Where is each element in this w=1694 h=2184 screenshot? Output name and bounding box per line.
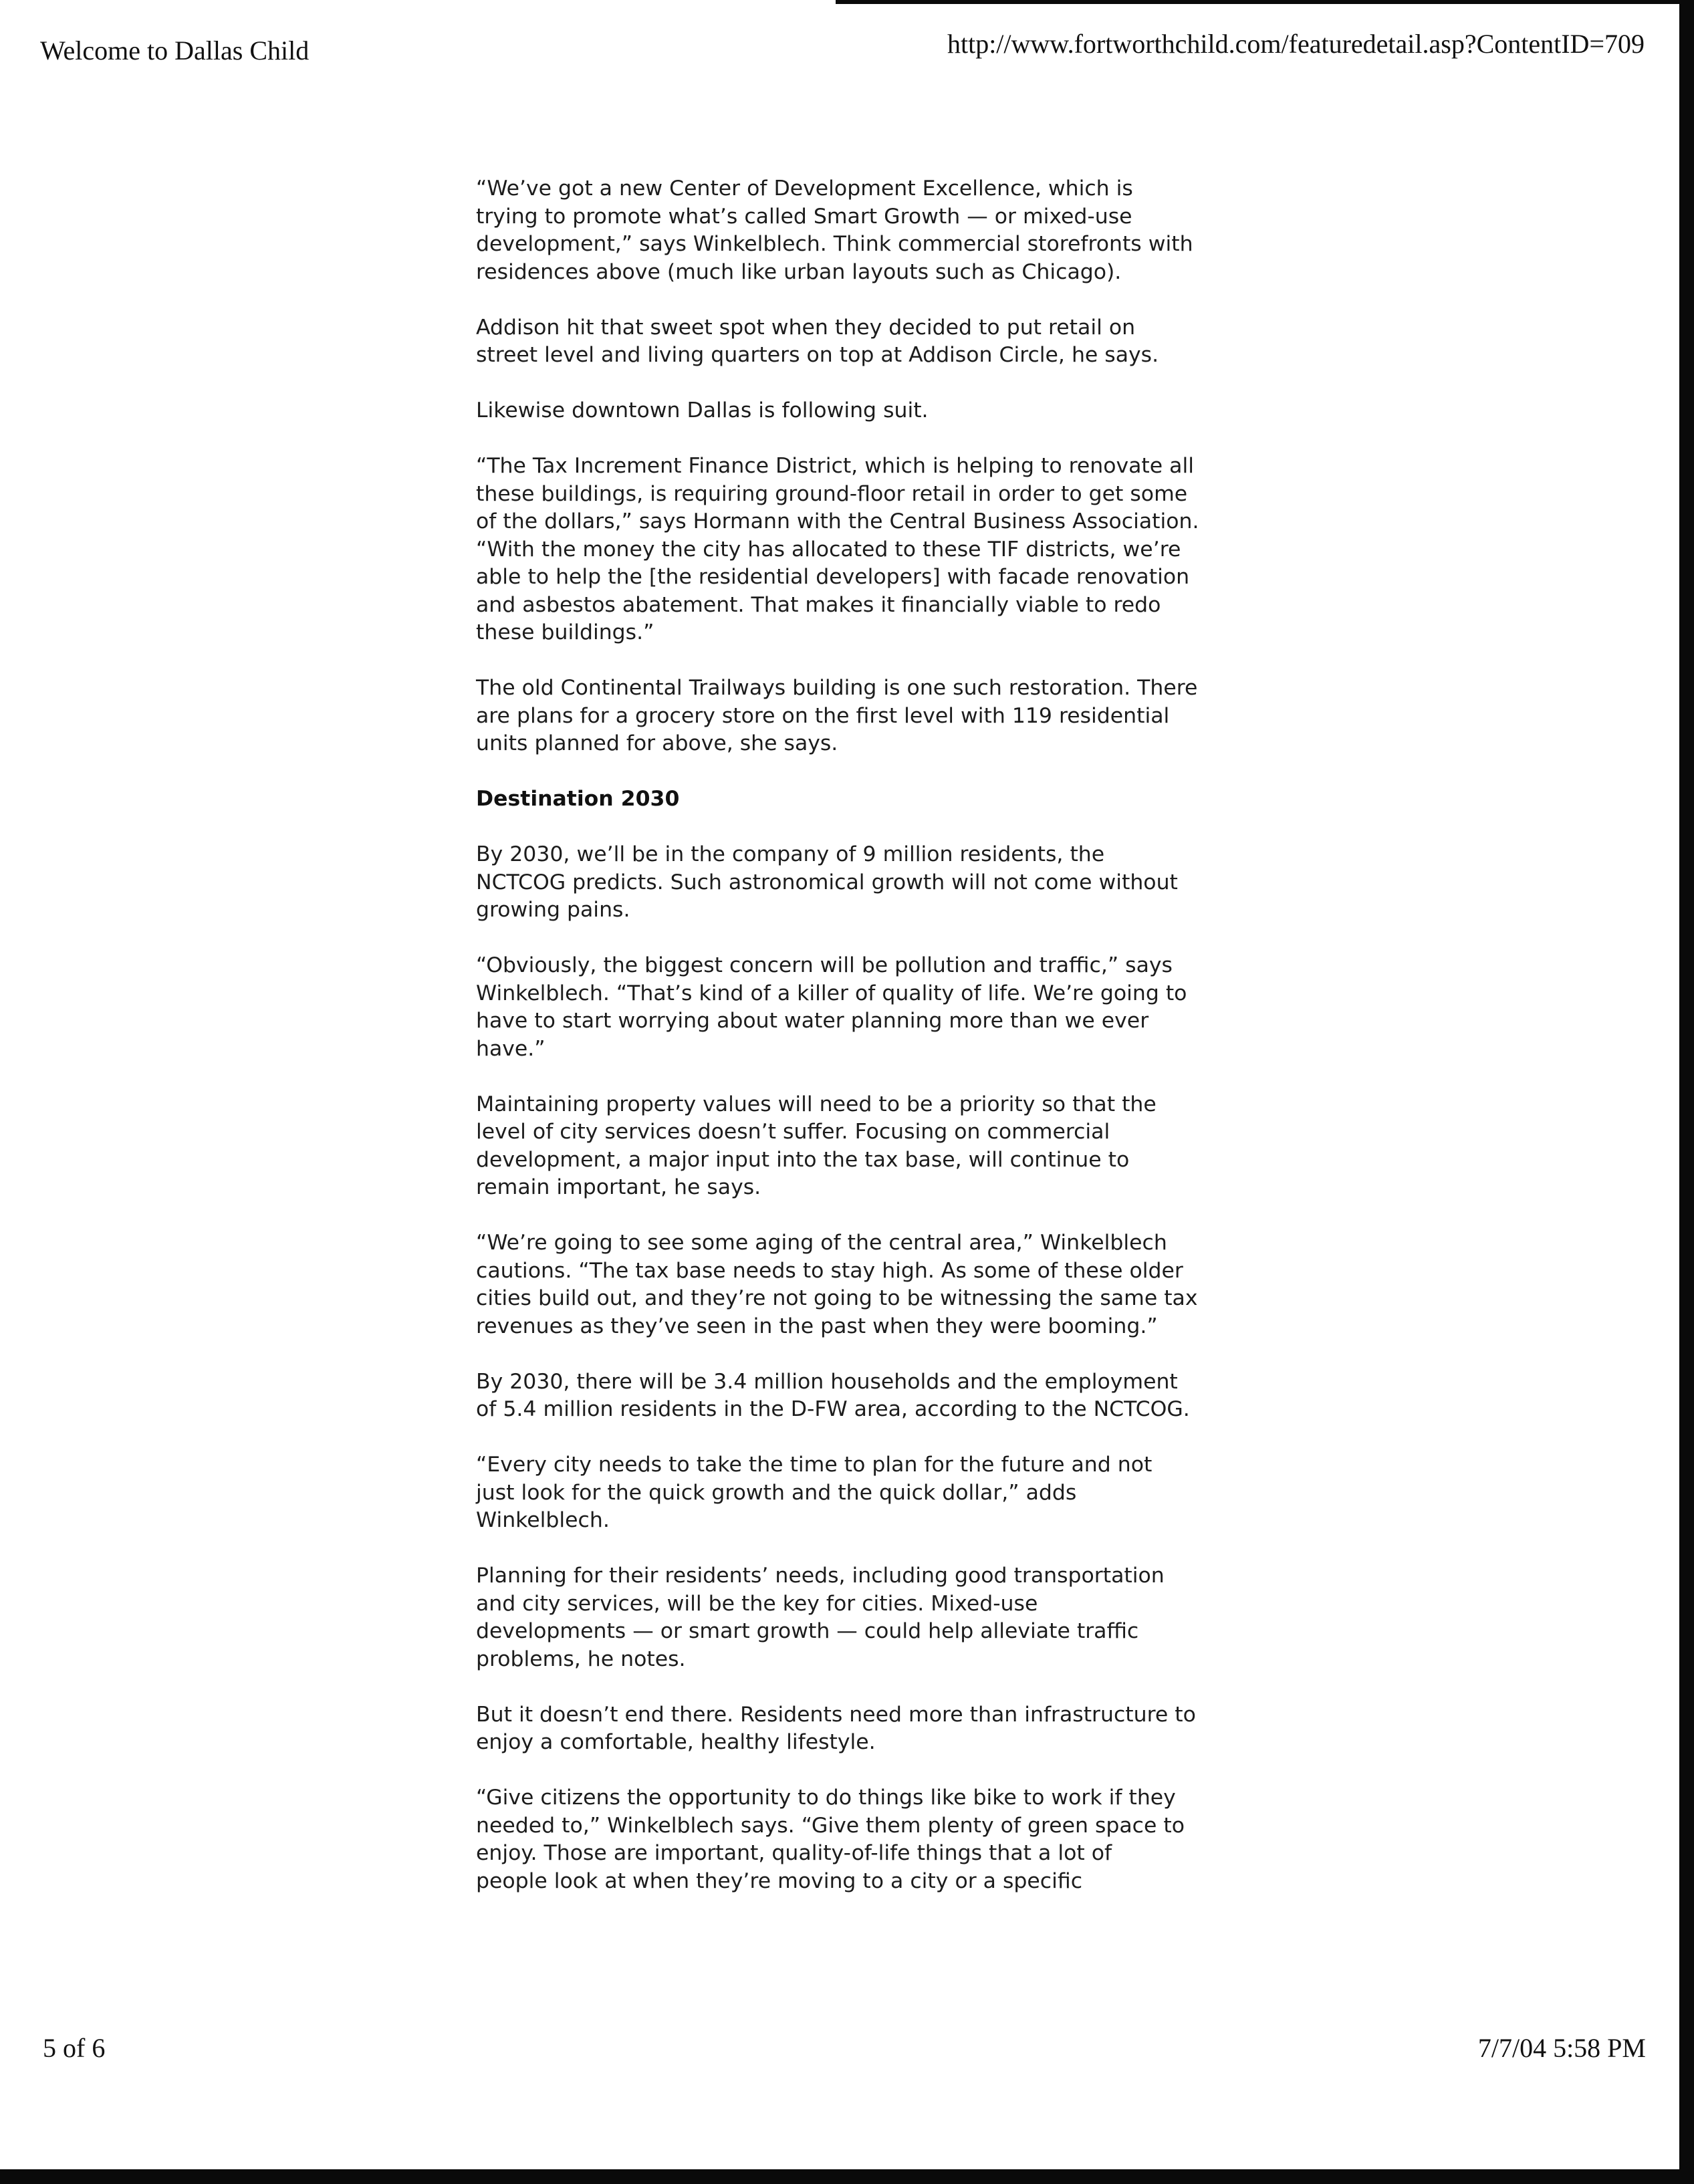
article-paragraph [476, 1701, 1251, 1757]
paragraph-line: enjoy a comfortable, healthy lifestyle. [476, 1730, 876, 1754]
paragraph-line: level of city services doesn’t suffer. Focusing on commercial [476, 1120, 1110, 1144]
paragraph-line: remain important, he says. [476, 1175, 761, 1199]
paragraph-line: But it doesn’t end there. Residents need more than infrastructure to [476, 1702, 1196, 1727]
scan-edge-bottom [0, 2169, 1694, 2184]
print-datetime: 7/7/04 5:58 PM [1477, 2033, 1646, 2063]
paragraph-line: development, a major input into the tax base, will continue to [476, 1147, 1130, 1172]
paragraph-line: “With the money the city has allocated to these TIF districts, we’re [476, 537, 1181, 562]
paragraph-line: “We’re going to see some aging of the central area,” Winkelblech [476, 1231, 1167, 1255]
article-paragraph [476, 1451, 1251, 1535]
paragraph-line: Winkelblech. “That’s kind of a killer of quality of life. We’re going to [476, 981, 1187, 1005]
paragraph-line: street level and living quarters on top at Addison Circle, he says. [476, 343, 1159, 367]
paragraph-line: of 5.4 million residents in the D-FW area, according to the NCTCOG. [476, 1397, 1190, 1421]
paragraph-line: Likewise downtown Dallas is following suit. [476, 398, 929, 422]
section-heading: Destination 2030 [476, 787, 680, 811]
article-section-intro [476, 175, 1251, 758]
paragraph-line: “The Tax Increment Finance District, which is helping to renovate all [476, 454, 1194, 478]
paragraph-line: trying to promote what’s called Smart Growth — or mixed-use [476, 204, 1132, 229]
paragraph-line: and city services, will be the key for cities. Mixed-use [476, 1591, 1038, 1616]
article-paragraph [476, 1784, 1251, 1895]
paragraph-line: revenues as they’ve seen in the past when they were booming.” [476, 1314, 1158, 1338]
page-header-url: http://www.fortworthchild.com/featuredetail.asp?ContentID=709 [947, 29, 1645, 59]
paragraph-line: needed to,” Winkelblech says. “Give them plenty of green space to [476, 1813, 1185, 1838]
paragraph-line: these buildings.” [476, 620, 654, 644]
paragraph-line: cautions. “The tax base needs to stay high. As some of these older [476, 1258, 1183, 1283]
paragraph-line: development,” says Winkelblech. Think commercial storefronts with [476, 232, 1193, 256]
scan-edge-top [836, 0, 1694, 4]
paragraph-line: The old Continental Trailways building is one such restoration. There [476, 676, 1198, 700]
paragraph-line: are plans for a grocery store on the first level with 119 residential [476, 703, 1170, 728]
article-paragraph [476, 314, 1251, 370]
article-section-destination-2030 [476, 841, 1251, 1895]
paragraph-line: By 2030, there will be 3.4 million households and the employment [476, 1369, 1178, 1394]
paragraph-line: cities build out, and they’re not going to be witnessing the same tax [476, 1286, 1198, 1310]
paragraph-line: Planning for their residents’ needs, including good transportation [476, 1564, 1165, 1588]
paragraph-line: Addison hit that sweet spot when they decided to put retail on [476, 315, 1136, 340]
paragraph-line: and asbestos abatement. That makes it financially viable to redo [476, 592, 1161, 617]
article-paragraph [476, 397, 1251, 425]
article-paragraph [476, 1229, 1251, 1340]
paragraph-line: residences above (much like urban layouts such as Chicago). [476, 259, 1122, 284]
paragraph-line: of the dollars,” says Hormann with the Central Business Association. [476, 509, 1199, 533]
article-paragraph [476, 1091, 1251, 1202]
paragraph-line: “Give citizens the opportunity to do things like bike to work if they [476, 1786, 1176, 1810]
article-body [476, 175, 1251, 1923]
paragraph-line: NCTCOG predicts. Such astronomical growth will not come without [476, 870, 1178, 894]
paragraph-line: growing pains. [476, 898, 630, 922]
paragraph-line: people look at when they’re moving to a city or a specific [476, 1868, 1083, 1893]
paragraph-line: “We’ve got a new Center of Development Excellence, which is [476, 176, 1133, 201]
article-paragraph [476, 1562, 1251, 1673]
article-paragraph [476, 841, 1251, 925]
article-paragraph [476, 952, 1251, 1063]
paragraph-line: enjoy. Those are important, quality-of-life things that a lot of [476, 1841, 1112, 1865]
article-paragraph [476, 453, 1251, 647]
paragraph-line: just look for the quick growth and the quick dollar,” adds [476, 1480, 1077, 1505]
page-header-title: Welcome to Dallas Child [40, 35, 310, 66]
article-paragraph [476, 675, 1251, 758]
scan-edge-right [1679, 0, 1694, 2184]
paragraph-line: units planned for above, she says. [476, 731, 838, 755]
paragraph-line: Maintaining property values will need to be a priority so that the [476, 1092, 1157, 1116]
paragraph-line: “Obviously, the biggest concern will be pollution and traffic,” says [476, 953, 1173, 977]
paragraph-line: “Every city needs to take the time to plan for the future and not [476, 1453, 1153, 1477]
article-paragraph [476, 175, 1251, 286]
page-number: 5 of 6 [43, 2033, 106, 2063]
paragraph-line: Winkelblech. [476, 1508, 610, 1532]
paragraph-line: able to help the [the residential developers] with facade renovation [476, 565, 1190, 589]
article-paragraph [476, 1368, 1251, 1424]
paragraph-line: developments — or smart growth — could help alleviate traffic [476, 1619, 1139, 1643]
paragraph-line: have.” [476, 1036, 546, 1061]
paragraph-line: these buildings, is requiring ground-floor retail in order to get some [476, 481, 1188, 506]
paragraph-line: problems, he notes. [476, 1647, 686, 1671]
paragraph-line: have to start worrying about water planning more than we ever [476, 1009, 1149, 1033]
paragraph-line: By 2030, we’ll be in the company of 9 million residents, the [476, 842, 1105, 866]
